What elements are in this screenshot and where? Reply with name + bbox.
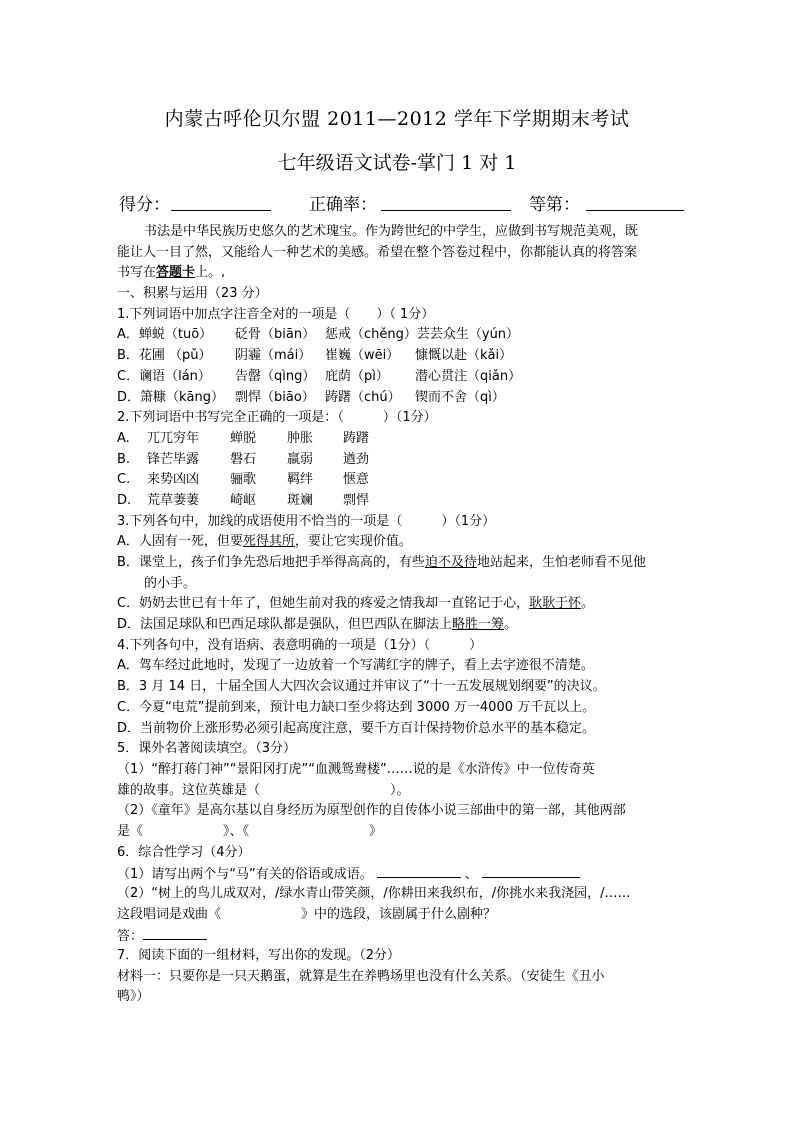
underlined-idiom: 迫不及待 — [424, 555, 477, 570]
question-text-part: 》 — [369, 823, 383, 839]
underlined-idiom: 死得其所 — [242, 534, 295, 550]
question-stem: 1.下列词语中加点字注音全对的一项是（ ）（ 1分） — [117, 306, 435, 322]
option-text: 来势凶凶 — [147, 472, 200, 488]
option-text: D．法国足球队和巴西足球队都是强队，但巴西队在脚法上 — [117, 617, 453, 633]
option-letter: D. — [117, 492, 132, 508]
option-line — [117, 553, 679, 574]
question-stem: 7．阅读下面的一组材料，写出你的发现。（2分） — [117, 948, 401, 964]
option-text: A．人固有一死，但要 — [117, 534, 243, 550]
intro-text: 上。, — [195, 265, 226, 281]
option-line — [117, 429, 679, 450]
option-line: 的小手。 — [144, 575, 197, 591]
option-text: 踌躇（chú） — [325, 389, 401, 405]
question-text — [117, 781, 679, 802]
question-text-part: （1）请写出两个与“马”有关的俗语或成语。 — [117, 867, 373, 883]
option-text: 。 — [504, 617, 518, 633]
exam-body — [117, 222, 679, 1008]
option-line — [117, 388, 679, 409]
option-line — [117, 470, 679, 491]
option-line — [117, 615, 679, 636]
question-text — [117, 905, 679, 926]
question-stem: 6．综合性学习（4分） — [117, 844, 251, 860]
grade-blank[interactable] — [586, 210, 684, 211]
option-line: C．今夏“电荒”提前到来，预计电力缺口至少将达到 3000 万一4000 万千瓦以上。 — [117, 699, 596, 715]
exam-subtitle: 七年级语文试卷-掌门 1 对 1 — [277, 152, 517, 174]
answer-sheet-emphasis: 答题卡 — [156, 265, 196, 281]
question-text: （2）《童年》是高尔基以自身经历为原型创作的自传体小说三部曲中的第一部，其他两部 — [117, 803, 626, 819]
question-text-part: 雄的故事。这位英雄是（ — [117, 782, 261, 798]
option-text: 羁绊 — [287, 472, 314, 488]
option-letter: C. — [117, 472, 131, 488]
exam-title: 内蒙古呼伦贝尔盟 2011—2012 学年下学期期末考试 — [164, 108, 630, 130]
option-text: C．谰语（lán） — [117, 368, 211, 384]
option-text: D．箫糠（kāng） — [117, 389, 224, 405]
option-text: 惩戒（chěng）芸芸众生（yún） — [325, 327, 520, 343]
option-line — [117, 594, 679, 615]
option-text: 肿胀 — [287, 430, 314, 446]
score-blank[interactable] — [171, 210, 271, 211]
answer-blank[interactable] — [143, 925, 207, 940]
option-text: 蝉脱 — [230, 430, 257, 446]
option-text: 阴霾（mái） — [235, 348, 312, 364]
intro-line: 书法是中华民族历史悠久的艺术瑰宝。作为跨世纪的中学生，应做到书写规范美观，既 — [144, 224, 639, 239]
option-letter: B. — [117, 451, 131, 467]
option-line — [117, 346, 679, 367]
option-line — [117, 491, 679, 512]
question-text-part: 是《 — [117, 823, 144, 839]
question-text — [117, 863, 679, 884]
option-text: 崎岖 — [230, 492, 257, 508]
option-text: 遒劲 — [343, 451, 370, 467]
question-text: 材料一：只要你是一只天鹅蛋，就算是生在养鸭场里也没有什么关系。（安徒生《丑小 — [117, 968, 605, 984]
option-text: B．课堂上，孩子们争先恐后地把手举得高高的，有些 — [117, 555, 425, 570]
question-stem: 2.下列词语中书写完全正确的一项是：（ ）（1分） — [117, 410, 437, 426]
option-text: 踌躇 — [343, 430, 370, 446]
option-line — [117, 367, 679, 388]
option-text: 慷慨以赴（kǎi） — [415, 348, 513, 364]
question-text: （1）“醉打蒋门神”“景阳冈打虎”“血溅鸳鸯楼”……说的是《水浒传》中一位传奇英 — [117, 761, 595, 777]
underlined-idiom: 略胜一筹 — [452, 617, 505, 633]
answer-line — [117, 925, 679, 946]
option-text: 告罄（qìng） — [235, 368, 316, 384]
option-text: 。 — [581, 596, 595, 612]
option-letter: A. — [117, 430, 130, 446]
option-text: A．蝉蜕（tuō） — [117, 327, 213, 343]
option-text: C．奶奶去世已有十年了，但她生前对我的疼爱之情我却一直铭记于心， — [117, 596, 530, 612]
option-text: B．花圃 （pǔ） — [117, 348, 212, 364]
intro-line: 能让人一目了然，又能给人一种艺术的美感。希望在整个答卷过程中，你都能认真的将答案 — [117, 244, 638, 260]
question-text-part: 、 — [464, 867, 478, 883]
question-text — [117, 822, 679, 843]
question-stem: 4.下列各句中，没有语病、表意明确的一项是（1分）（ ） — [117, 637, 483, 653]
question-stem: 3.下列各句中，加线的成语使用不恰当的一项是（ ）（1分） — [117, 513, 496, 529]
option-text: 兀兀穷年 — [147, 430, 200, 446]
grade-label: 等第： — [529, 195, 580, 215]
question-text: 鸭》） — [117, 989, 150, 1005]
option-text: 崔巍（wēi） — [325, 348, 400, 364]
option-text: 骊歌 — [230, 472, 257, 488]
question-text-part: 》中的选段，该剧属于什么剧种？ — [301, 906, 497, 922]
option-text: 砭骨（biān） — [235, 327, 316, 343]
score-line — [119, 190, 679, 214]
option-text: 羸弱 — [287, 451, 314, 467]
option-text: ，要让它实现价值。 — [294, 534, 412, 550]
proverb-blank-1[interactable] — [377, 863, 461, 878]
accuracy-label: 正确率： — [309, 195, 377, 215]
option-line — [117, 532, 679, 553]
intro-line — [117, 263, 679, 284]
question-text: （2）“树上的鸟儿成双对，/绿水青山带笑颜，/你耕田来我织布，/你挑水来我浇园，/…… — [117, 886, 631, 901]
question-text-part: ）。 — [390, 782, 410, 798]
option-text: 庇荫（pì） — [325, 368, 389, 384]
option-line: D．当前物价上涨形势必须引起高度注意，要千方百计保持物价总水平的基本稳定。 — [117, 720, 596, 736]
option-line: A．驾车经过此地时，发现了一边放着一个写满红字的牌子，看上去字迹很不清楚。 — [117, 658, 594, 674]
option-text: 斑斓 — [287, 492, 314, 508]
section-heading: 一、积累与运用（23 分） — [117, 286, 268, 302]
score-label: 得分： — [119, 195, 170, 215]
option-text: 地站起来，生怕老师看不见他 — [476, 555, 646, 570]
option-text: 剽悍（biāo） — [235, 389, 315, 405]
option-text: 锲而不舍（qì） — [415, 389, 505, 405]
option-text: 惬意 — [343, 472, 370, 488]
answer-label: 答： — [117, 929, 144, 945]
option-line: B．3 月 14 日，十届全国人大四次会议通过并审议了“十一五发展规划纲要”的决议。 — [117, 679, 606, 695]
option-text: 磐石 — [230, 451, 257, 467]
option-text: 锋芒毕露 — [147, 451, 200, 467]
accuracy-blank[interactable] — [381, 210, 511, 211]
option-text: 潜心贯注（qiǎn） — [415, 368, 522, 384]
option-line — [117, 450, 679, 471]
option-text: 荒草萋萋 — [147, 492, 200, 508]
question-stem: 5．课外名著阅读填空。（3分） — [117, 741, 297, 757]
proverb-blank-2[interactable] — [482, 863, 580, 878]
intro-text: 书写在 — [117, 265, 157, 281]
option-text: 剽悍 — [343, 492, 370, 508]
option-line — [117, 325, 679, 346]
underlined-idiom: 耿耿于怀 — [529, 596, 582, 612]
question-text-part: 这段唱词是戏曲《 — [117, 906, 222, 922]
question-text-part: 》、《 — [223, 823, 250, 839]
